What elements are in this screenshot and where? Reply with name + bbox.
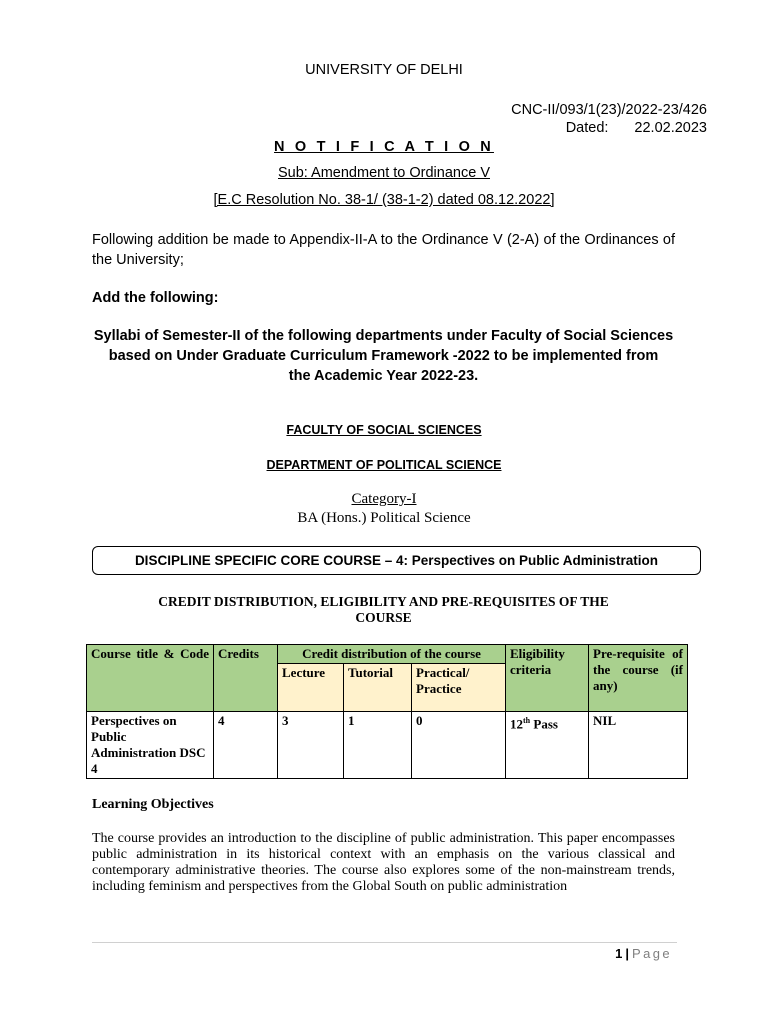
header-eligibility: Eligibility criteria (506, 645, 589, 712)
header-course-title: Course title & Code (87, 645, 214, 712)
reference-number: CNC-II/093/1(23)/2022-23/426 (511, 102, 707, 118)
credit-table (86, 644, 688, 779)
intro-paragraph: Following addition be made to Appendix-II-A to the Ordinance V (2-A) of the Ordinances of the University; (92, 232, 675, 268)
resolution-line: [E.C Resolution No. 38-1/ (38-1-2) dated 08.12.2022] (213, 192, 555, 208)
subject-line: Sub: Amendment to Ordinance V (278, 165, 490, 181)
header-prerequisite: Pre-requisite of the course (if any) (589, 645, 688, 712)
header-lecture: Lecture (278, 664, 344, 712)
page-number: 1 (615, 946, 623, 961)
header-credits: Credits (214, 645, 278, 712)
credit-distribution-heading (92, 594, 675, 626)
course-title-box (92, 546, 701, 575)
eligibility-number: 12 (510, 716, 523, 732)
page-label: Page (632, 946, 672, 961)
header-credit-distribution: Credit distribution of the course (278, 645, 506, 664)
syllabi-line: Syllabi of Semester-II of the following departments under Faculty of Social Sciences (93, 328, 674, 344)
notification-title: N O T I F I C A T I O N (274, 139, 494, 155)
cell-eligibility (506, 712, 589, 779)
category-heading: Category-I (351, 491, 417, 507)
credit-heading-line: COURSE (355, 610, 412, 625)
faculty-heading: FACULTY OF SOCIAL SCIENCES (286, 423, 482, 437)
cell-course-title: Perspectives on Public Administration DSC 4 (87, 712, 214, 779)
learning-objectives-heading: Learning Objectives (92, 797, 214, 812)
course-title: DISCIPLINE SPECIFIC CORE COURSE – 4: Perspectives on Public Administration (134, 553, 659, 568)
eligibility-text: Pass (530, 716, 558, 732)
header-practical: Practical/ Practice (412, 664, 506, 712)
learning-objectives-text: The course provides an introduction to the discipline of public administration. This paper encompasses public administration in its historical context with an emphasis on the various classical and contemporary administrative theories. The course also explores some of the non-mainstream trends, including feminism and perspectives from the Global South on public administration (92, 831, 675, 894)
dated-value: 22.02.2023 (634, 120, 707, 136)
page-footer (520, 946, 672, 961)
cell-credits: 4 (214, 712, 278, 779)
syllabi-line: based on Under Graduate Curriculum Framework -2022 to be implemented from (108, 348, 659, 364)
dated-line (420, 120, 707, 136)
cell-lecture: 3 (278, 712, 344, 779)
cell-tutorial: 1 (344, 712, 412, 779)
page-separator: | (625, 946, 630, 961)
table-row (87, 712, 688, 779)
syllabi-statement (92, 326, 675, 386)
department-heading: DEPARTMENT OF POLITICAL SCIENCE (266, 458, 502, 472)
header-tutorial: Tutorial (344, 664, 412, 712)
institution-name: UNIVERSITY OF DELHI (305, 62, 463, 78)
credit-heading-line: CREDIT DISTRIBUTION, ELIGIBILITY AND PRE-REQUISITES OF THE (158, 594, 609, 609)
footer-divider (92, 942, 677, 943)
cell-practical: 0 (412, 712, 506, 779)
syllabi-line: the Academic Year 2022-23. (288, 368, 479, 384)
add-following-heading: Add the following: (92, 290, 219, 306)
programme-name: BA (Hons.) Political Science (297, 510, 471, 526)
cell-prerequisite: NIL (589, 712, 688, 779)
dated-label: Dated: (565, 120, 609, 136)
eligibility-suffix: th (523, 716, 531, 725)
